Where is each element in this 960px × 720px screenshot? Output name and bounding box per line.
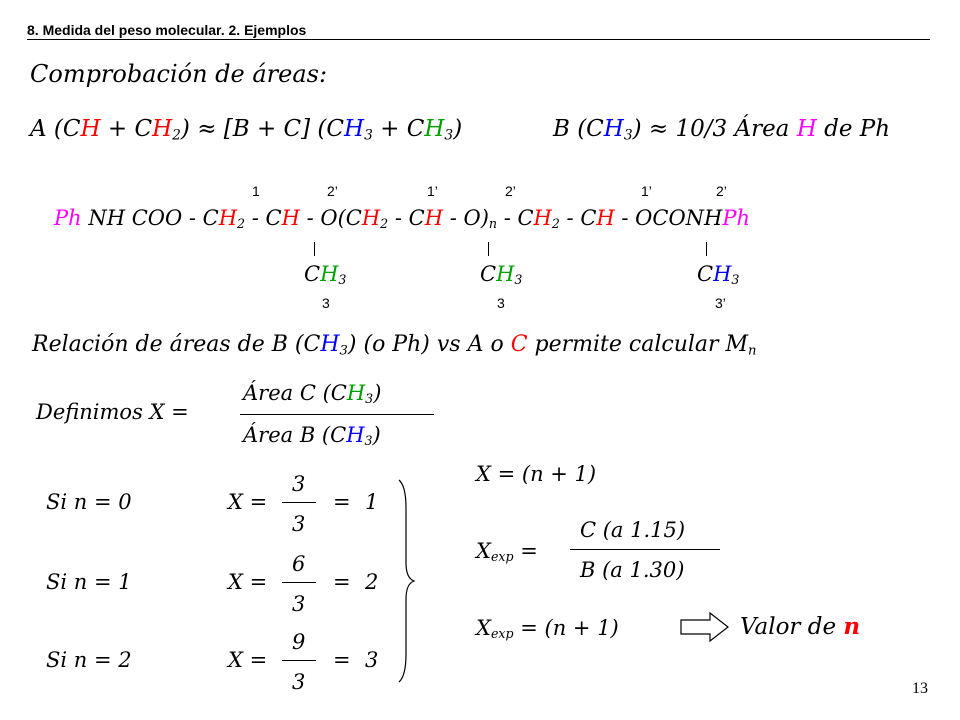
xexp-numerator: C (a 1.15) [580, 518, 686, 542]
case-condition: Si n = 2 [46, 648, 132, 672]
polymer-formula: Ph NH COO - $CH_2$ - CH - $O(CH_2$ - CH - $O)_n - CH_2$ - CH - OCONHPh [54, 206, 751, 232]
methyl-label: 3 [322, 295, 330, 311]
fraction-line [282, 582, 316, 583]
x-equals-n-plus-1: X = (n + 1) [476, 462, 597, 486]
case-result: 3 [365, 648, 379, 672]
position-label: 2’ [327, 183, 338, 199]
methyl-label: 3’ [715, 295, 726, 311]
case-condition: Si n = 1 [46, 570, 132, 594]
page-number: 13 [912, 680, 928, 697]
case-numerator: 6 [292, 552, 306, 576]
define-label: Definimos X = [36, 400, 189, 424]
equation-a: A $(CH + CH_2) \approx [B + C] (CH_3 + CH_3)$ [30, 116, 463, 144]
position-label: 1’ [641, 183, 652, 199]
case-x: X = [228, 648, 268, 672]
fraction-line [240, 414, 434, 415]
methyl-group: $CH_3$ [304, 262, 347, 288]
case-result: 2 [365, 570, 379, 594]
case-x: X = [228, 490, 268, 514]
position-label: 1’ [427, 183, 438, 199]
arrow-right-icon [680, 611, 730, 643]
xexp-label: $X_{exp}$ = [476, 539, 538, 565]
case-equals: = [333, 648, 351, 672]
valor-de-n: Valor de n [740, 613, 861, 640]
methyl-group: $CH_3$ [697, 262, 740, 288]
bond-line [706, 242, 707, 256]
case-condition: Si n = 0 [46, 490, 132, 514]
case-equals: = [333, 570, 351, 594]
bond-line [488, 242, 489, 256]
section-title: Comprobación de áreas: [30, 60, 328, 88]
xexp-equation: $X_{exp} = (n + 1)$ [476, 616, 619, 642]
fraction-line [570, 549, 720, 550]
case-numerator: 3 [292, 472, 306, 496]
case-numerator: 9 [292, 630, 306, 654]
fraction-line [282, 502, 316, 503]
case-result: 1 [365, 490, 379, 514]
case-denominator: 3 [292, 670, 306, 694]
header-divider [27, 39, 930, 40]
position-label: 2’ [505, 183, 516, 199]
fraction-line [282, 660, 316, 661]
methyl-label: 3 [497, 295, 505, 311]
case-equals: = [333, 490, 351, 514]
bond-line [314, 242, 315, 256]
define-numerator: Área C $(CH_3)$ [243, 381, 382, 407]
position-label: 1 [252, 183, 260, 199]
define-denominator: Área B $(CH_3)$ [243, 423, 381, 449]
case-denominator: 3 [292, 512, 306, 536]
methyl-group: $CH_3$ [480, 262, 523, 288]
header-title: 8. Medida del peso molecular. 2. Ejemplos [27, 22, 307, 38]
case-denominator: 3 [292, 592, 306, 616]
xexp-denominator: B (a 1.30) [580, 558, 685, 582]
case-x: X = [228, 570, 268, 594]
right-brace [396, 478, 418, 684]
equation-b: B $(CH_3) \approx 10/3$ Área H de Ph [553, 116, 891, 144]
relation-text: Relación de áreas de B $(CH_3)$ (o Ph) vs A o C permite calcular $M_n$ [32, 332, 757, 359]
position-label: 2’ [716, 183, 727, 199]
